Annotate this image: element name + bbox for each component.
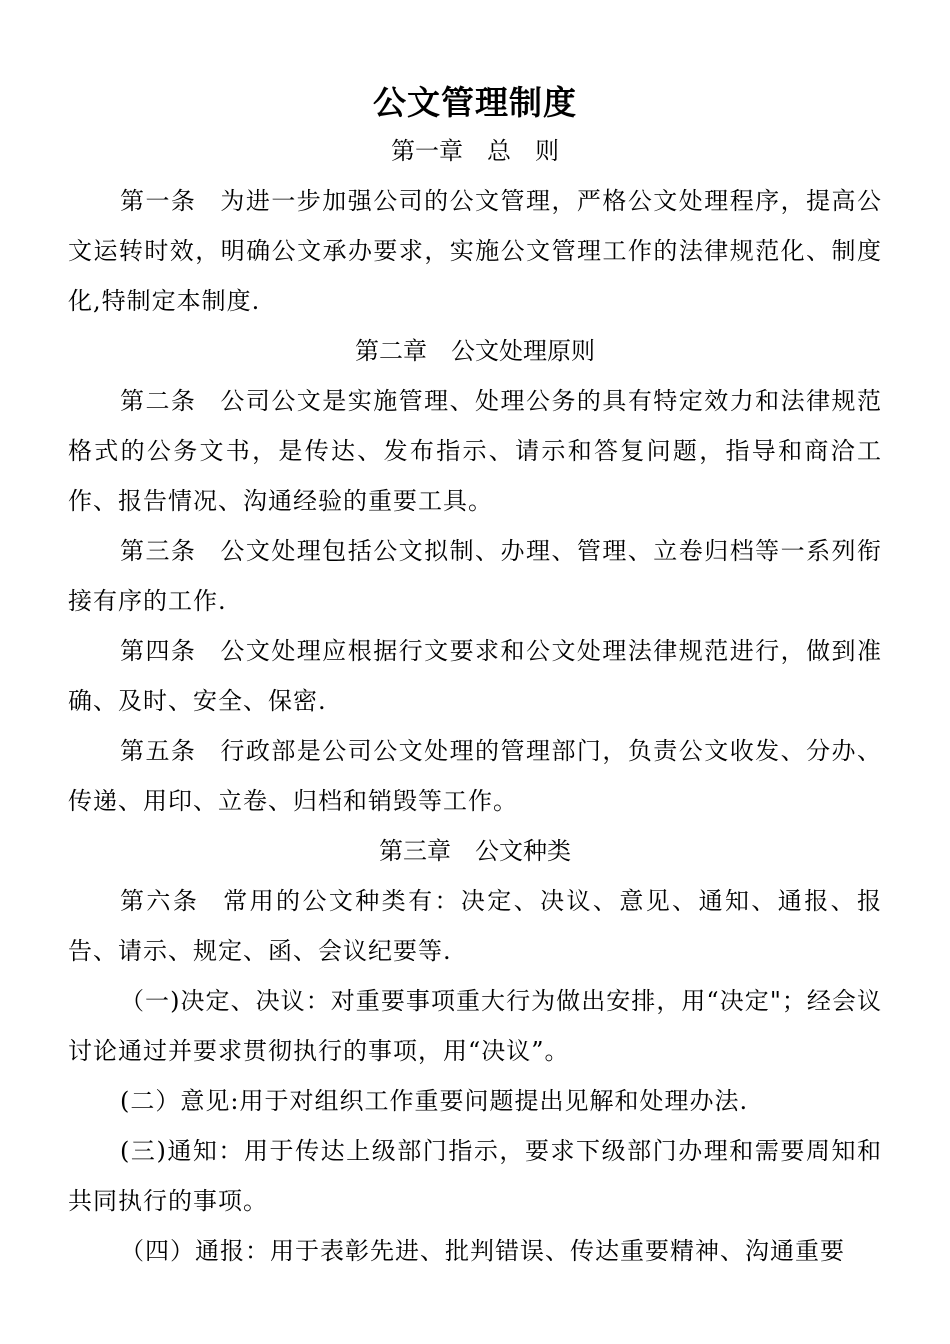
item-1: （一)决定、决议：对重要事项重大行为做出安排，用“决定"；经会议讨论通过并要求贯彻执行的事项，用“决议”。 (68, 987, 882, 1065)
article-6 (68, 876, 882, 976)
item-4: （四）通报：用于表彰先进、批判错误、传达重要精神、沟通重要 (120, 1237, 845, 1265)
article-2-text: 公司公文是实施管理、处理公务的具有特定效力和法律规范格式的公务文书，是传达、发布指示、请示和答复问题，指导和商洽工作、报告情况、沟通经验的重要工具。 (68, 387, 883, 515)
article-1-text: 为进一步加强公司的公文管理，严格公文处理程序，提高公文运转时效，明确公文承办要求，实施公文管理工作的法律规范化、制度化,特制定本制度. (68, 187, 883, 315)
article-4-text: 公文处理应根据行文要求和公文处理法律规范进行，做到准确、及时、安全、保密. (68, 637, 883, 715)
article-2-number: 第二条 (120, 387, 197, 415)
article-4-number: 第四条 (120, 637, 197, 665)
item-2: (二）意见:用于对组织工作重要问题提出见解和处理办法. (120, 1087, 749, 1115)
article-6-number: 第六条 (120, 887, 200, 915)
chapter-3-heading: 第三章 公文种类 (379, 837, 571, 865)
article-3 (68, 526, 882, 626)
article-3-number: 第三条 (120, 537, 197, 565)
article-1 (68, 176, 882, 326)
article-1-number: 第一条 (120, 187, 197, 215)
chapter-1-heading: 第一章 总 则 (391, 137, 559, 165)
article-5-number: 第五条 (120, 737, 197, 765)
document-page (68, 80, 882, 1276)
article-5 (68, 726, 882, 826)
article-3-text: 公文处理包括公文拟制、办理、管理、立卷归档等一系列衔接有序的工作. (68, 537, 883, 615)
article-6-text: 常用的公文种类有：决定、决议、意见、通知、通报、报告、请示、规定、函、会议纪要等. (68, 887, 883, 965)
item-3: (三)通知：用于传达上级部门指示，要求下级部门办理和需要周知和共同执行的事项。 (68, 1137, 882, 1215)
article-5-text: 行政部是公司公文处理的管理部门，负责公文收发、分办、传递、用印、立卷、归档和销毁等工作。 (68, 737, 883, 815)
article-2 (68, 376, 882, 526)
article-4 (68, 626, 882, 726)
chapter-2-heading: 第二章 公文处理原则 (355, 337, 595, 365)
document-title: 公文管理制度 (373, 83, 577, 122)
